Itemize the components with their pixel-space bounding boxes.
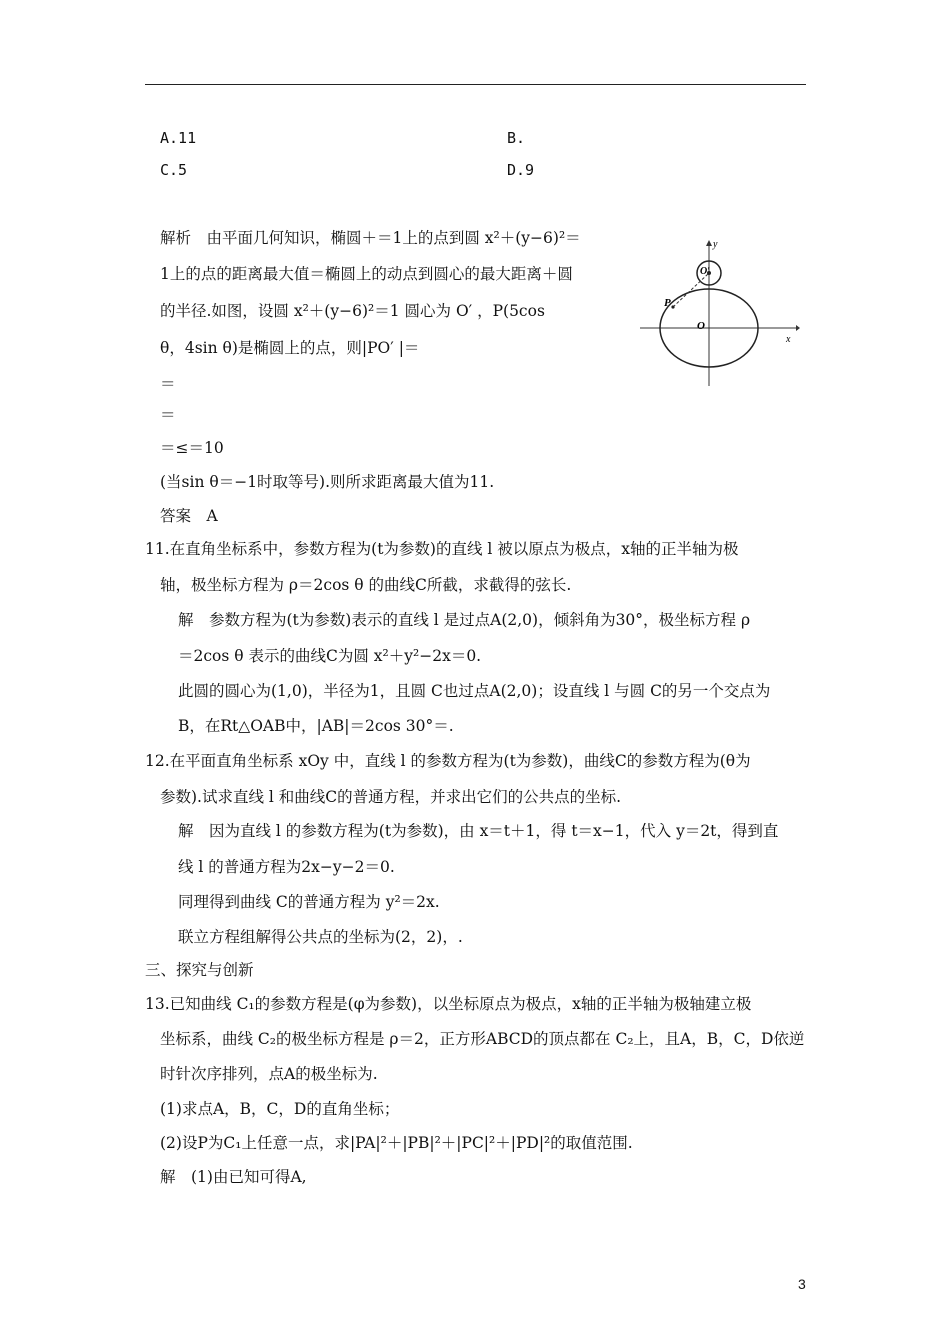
p-label: P bbox=[664, 297, 671, 309]
option-c: C.5 bbox=[160, 161, 188, 179]
distance-line bbox=[673, 273, 709, 307]
q13-line-4: (1)求点A，B，C，D的直角坐标； bbox=[160, 1100, 400, 1118]
q13-line-5: (2)设P为C₁上任意一点，求|PA|²＋|PB|²＋|PC|²＋|PD|²的取值范围. bbox=[160, 1134, 633, 1152]
analysis-line-5: ＝ bbox=[160, 375, 176, 393]
analysis-line-8: (当sin θ＝−1时取等号).则所求距离最大值为11. bbox=[160, 473, 495, 491]
q13-line-2: 坐标系，曲线 C₂的极坐标方程是 ρ＝2，正方形ABCD的顶点都在 C₂上，且A，B，C，D依逆 bbox=[160, 1030, 805, 1048]
option-b: B. bbox=[507, 129, 526, 147]
x-axis-arrow bbox=[796, 325, 800, 331]
ellipse-circle-figure bbox=[640, 236, 800, 388]
q13-line-6: 解 (1)由已知可得A, bbox=[160, 1168, 307, 1186]
analysis-line-4: θ，4sin θ)是椭圆上的点，则|PO′ |＝ bbox=[160, 339, 420, 357]
header-rule bbox=[145, 84, 806, 85]
q12-line-5: 同理得到曲线 C的普通方程为 y²＝2x. bbox=[178, 893, 440, 911]
analysis-line-6: ＝ bbox=[160, 406, 176, 424]
q11-line-2: 轴，极坐标方程为 ρ＝2cos θ 的曲线C所截，求截得的弦长. bbox=[160, 576, 572, 594]
q12-line-6: 联立方程组解得公共点的坐标为(2，2)，. bbox=[178, 928, 463, 946]
q12-line-2: 参数).试求直线 l 和曲线C的普通方程，并求出它们的公共点的坐标. bbox=[160, 788, 622, 806]
origin-label: O bbox=[697, 320, 705, 332]
q13-line-1: 13.已知曲线 C₁的参数方程是(φ为参数)，以坐标原点为极点，x轴的正半轴为极轴建立极 bbox=[145, 995, 752, 1013]
analysis-line-2: 1上的点的距离最大值＝椭圆上的动点到圆心的最大距离＋圆 bbox=[160, 265, 573, 283]
option-a: A.11 bbox=[160, 129, 197, 147]
point-p bbox=[671, 305, 674, 308]
x-label: x bbox=[786, 334, 791, 345]
analysis-line-1: 解析 由平面几何知识，椭圆＋＝1上的点到圆 x²＋(y−6)²＝ bbox=[160, 229, 581, 247]
q12-line-1: 12.在平面直角坐标系 xOy 中，直线 l 的参数方程为(t为参数)，曲线C的参数方程为(θ为 bbox=[145, 752, 751, 770]
analysis-line-7: ＝≤＝10 bbox=[160, 439, 224, 457]
q11-line-6: B，在Rt△OAB中，|AB|＝2cos 30°＝. bbox=[178, 717, 454, 735]
page-number: 3 bbox=[798, 1276, 806, 1292]
y-label: y bbox=[713, 239, 718, 250]
q11-line-4: ＝2cos θ 表示的曲线C为圆 x²＋y²−2x＝0. bbox=[178, 647, 482, 665]
y-axis-arrow bbox=[706, 240, 712, 246]
section-title: 三、探究与创新 bbox=[145, 961, 254, 979]
q11-line-5: 此圆的圆心为(1,0)，半径为1，且圆 C也过点A(2,0)；设直线 l 与圆 C的另一个交点为 bbox=[178, 682, 771, 700]
q11-line-3: 解 参数方程为(t为参数)表示的直线 l 是过点A(2,0)，倾斜角为30°，极坐标方程 ρ bbox=[178, 611, 751, 629]
q11-line-1: 11.在直角坐标系中，参数方程为(t为参数)的直线 l 被以原点为极点，x轴的正半轴为极 bbox=[145, 540, 739, 558]
answer-line: 答案 A bbox=[160, 507, 218, 525]
q12-line-3: 解 因为直线 l 的参数方程为(t为参数)，由 x＝t＋1，得 t＝x−1，代入 y＝2t，得到直 bbox=[178, 822, 779, 840]
oprime-label: O′ bbox=[700, 266, 711, 277]
q13-line-3: 时针次序排列，点A的极坐标为. bbox=[160, 1065, 378, 1083]
analysis-line-3: 的半径.如图，设圆 x²＋(y−6)²＝1 圆心为 O′ ，P(5cos bbox=[160, 302, 545, 320]
q12-line-4: 线 l 的普通方程为2x−y−2＝0. bbox=[178, 858, 395, 876]
option-d: D.9 bbox=[507, 161, 535, 179]
